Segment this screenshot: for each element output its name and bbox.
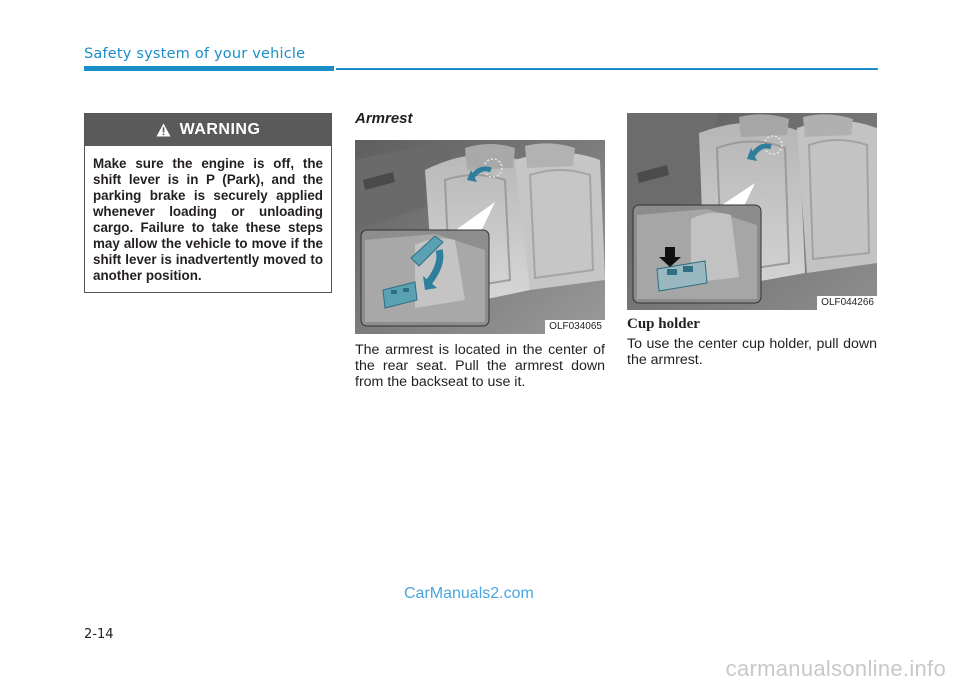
header-rule-thick (84, 66, 334, 71)
armrest-illustration (355, 140, 605, 334)
page-number: 2-14 (84, 627, 114, 642)
watermark-link[interactable]: CarManuals2.com (404, 585, 534, 602)
warning-text: Make sure the engine is off, the shift lever is in P (Park), and the parking brake is securely applied whenever loading or unloading cargo. Failure to take these steps may allow the vehicle to move if the shift lever is inadvertently moved to another position. (93, 156, 323, 283)
figure-code-cup-holder: OLF044266 (817, 296, 877, 310)
cup-holder-description: To use the center cup holder, pull down the armrest. (627, 336, 877, 368)
cup-holder-heading: Cup holder (627, 316, 700, 332)
armrest-heading: Armrest (355, 110, 413, 127)
section-header: Safety system of your vehicle (84, 46, 306, 62)
rear-seat-armrest-image (355, 140, 605, 334)
warning-label: WARNING (179, 121, 261, 138)
figure-code-armrest: OLF034065 (545, 320, 605, 334)
cup-holder-illustration (627, 113, 877, 310)
header-rule-thin (336, 68, 878, 70)
warning-triangle-icon (156, 123, 171, 137)
warning-box (84, 113, 332, 293)
warning-header (85, 114, 331, 146)
watermark-footer: carmanualsonline.info (725, 656, 946, 681)
armrest-description: The armrest is located in the center of the rear seat. Pull the armrest down from the backseat to use it. (355, 342, 605, 390)
cup-holder-image (627, 113, 877, 310)
